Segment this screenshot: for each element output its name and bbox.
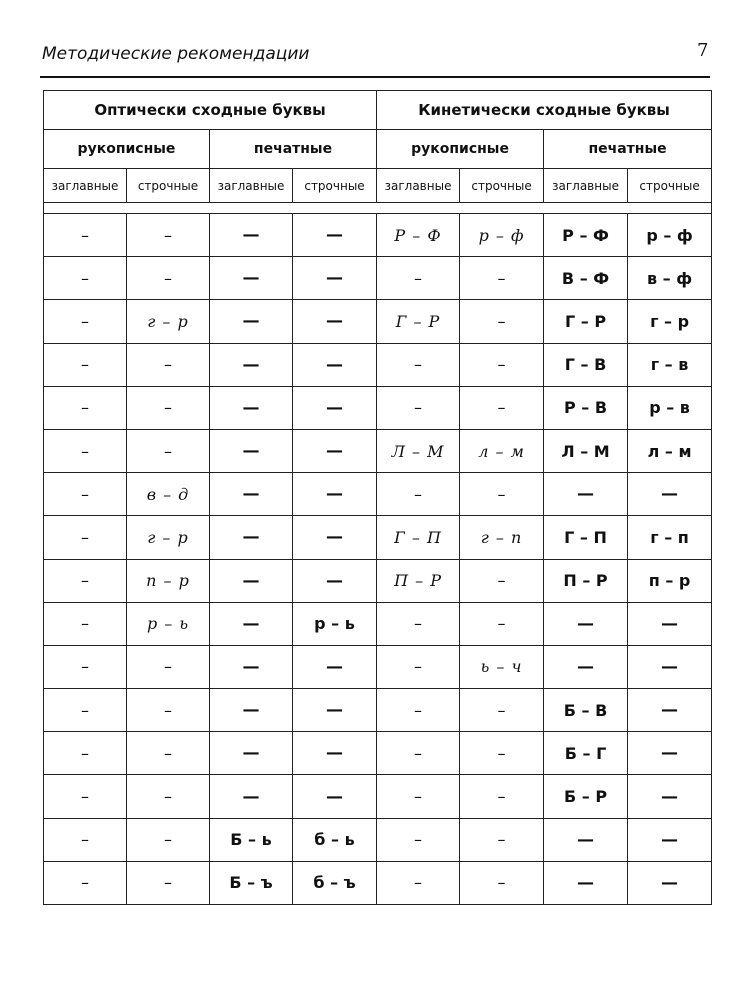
cell-optical-printed-lowercase: — [293, 775, 377, 818]
table-row [44, 818, 712, 861]
similar-letters-table [43, 90, 712, 905]
cell-optical-printed-uppercase: — [210, 559, 293, 602]
cell-optical-printed-lowercase: — [293, 257, 377, 300]
cell-optical-printed-lowercase: б – ъ [293, 861, 377, 904]
cell-kinetic-handwritten-uppercase: Г – Р [377, 300, 460, 343]
subgroup-header-printed: печатные [544, 130, 712, 169]
table-row [44, 645, 712, 688]
cell-optical-printed-lowercase: — [293, 516, 377, 559]
cell-kinetic-handwritten-uppercase: – [377, 818, 460, 861]
cell-kinetic-printed-uppercase: Р – В [544, 386, 628, 429]
cell-kinetic-printed-uppercase: Г – Р [544, 300, 628, 343]
cell-optical-printed-lowercase: — [293, 689, 377, 732]
cell-kinetic-printed-lowercase: п – р [628, 559, 712, 602]
cell-kinetic-printed-uppercase: Г – П [544, 516, 628, 559]
subgroup-header-handwritten: рукописные [44, 130, 210, 169]
cell-optical-handwritten-uppercase: – [44, 429, 127, 472]
cell-optical-handwritten-uppercase: – [44, 775, 127, 818]
cell-optical-printed-lowercase: — [293, 386, 377, 429]
cell-kinetic-handwritten-lowercase: л – м [460, 429, 544, 472]
table-row [44, 214, 712, 257]
cell-optical-printed-uppercase: Б – ъ [210, 861, 293, 904]
cell-optical-printed-uppercase: — [210, 473, 293, 516]
cell-kinetic-handwritten-uppercase: – [377, 473, 460, 516]
cell-optical-printed-uppercase: — [210, 689, 293, 732]
column-header-lowercase: строчные [127, 169, 210, 203]
cell-optical-handwritten-uppercase: – [44, 689, 127, 732]
cell-optical-printed-lowercase: — [293, 214, 377, 257]
table-row [44, 775, 712, 818]
header-rule [40, 76, 710, 78]
cell-kinetic-handwritten-lowercase: – [460, 818, 544, 861]
table-row [44, 473, 712, 516]
cell-optical-printed-lowercase: р – ь [293, 602, 377, 645]
cell-optical-handwritten-lowercase: – [127, 818, 210, 861]
cell-kinetic-printed-uppercase: — [544, 473, 628, 516]
header-gap-cell [44, 203, 712, 214]
cell-kinetic-printed-uppercase: — [544, 602, 628, 645]
cell-kinetic-handwritten-uppercase: – [377, 257, 460, 300]
cell-kinetic-handwritten-uppercase: – [377, 775, 460, 818]
cell-kinetic-printed-lowercase: р – ф [628, 214, 712, 257]
cell-optical-handwritten-lowercase: – [127, 257, 210, 300]
cell-kinetic-printed-lowercase: — [628, 861, 712, 904]
column-header-uppercase: заглавные [377, 169, 460, 203]
table-row [44, 386, 712, 429]
cell-optical-printed-lowercase: — [293, 645, 377, 688]
cell-kinetic-handwritten-uppercase: – [377, 861, 460, 904]
cell-kinetic-handwritten-uppercase: Л – М [377, 429, 460, 472]
cell-kinetic-handwritten-lowercase: – [460, 386, 544, 429]
cell-optical-handwritten-lowercase: – [127, 645, 210, 688]
cell-optical-handwritten-lowercase: – [127, 775, 210, 818]
running-header-title: Методические рекомендации [42, 44, 310, 64]
cell-kinetic-printed-uppercase: — [544, 818, 628, 861]
cell-optical-handwritten-lowercase: п – р [127, 559, 210, 602]
column-header-lowercase: строчные [628, 169, 712, 203]
cell-optical-printed-lowercase: — [293, 559, 377, 602]
column-header-uppercase: заглавные [44, 169, 127, 203]
cell-kinetic-printed-lowercase: г – р [628, 300, 712, 343]
cell-optical-printed-uppercase: — [210, 343, 293, 386]
cell-optical-printed-lowercase: — [293, 300, 377, 343]
cell-optical-printed-uppercase: Б – ь [210, 818, 293, 861]
cell-kinetic-handwritten-lowercase: – [460, 257, 544, 300]
column-header-lowercase: строчные [460, 169, 544, 203]
cell-kinetic-handwritten-lowercase: – [460, 775, 544, 818]
cell-optical-handwritten-uppercase: – [44, 645, 127, 688]
table-row [44, 429, 712, 472]
cell-optical-handwritten-lowercase: – [127, 689, 210, 732]
cell-optical-handwritten-uppercase: – [44, 473, 127, 516]
group-header-optical: Оптически сходные буквы [44, 91, 377, 130]
table-row [44, 343, 712, 386]
table-row [44, 689, 712, 732]
cell-kinetic-printed-uppercase: Г – В [544, 343, 628, 386]
table-row [44, 257, 712, 300]
cell-optical-printed-uppercase: — [210, 602, 293, 645]
table-body [44, 214, 712, 905]
column-header-lowercase: строчные [293, 169, 377, 203]
cell-optical-handwritten-uppercase: – [44, 861, 127, 904]
cell-optical-printed-uppercase: — [210, 214, 293, 257]
cell-kinetic-printed-uppercase: В – Ф [544, 257, 628, 300]
cell-kinetic-printed-uppercase: Л – М [544, 429, 628, 472]
cell-optical-handwritten-lowercase: г – р [127, 516, 210, 559]
cell-kinetic-handwritten-uppercase: – [377, 343, 460, 386]
cell-optical-printed-uppercase: — [210, 775, 293, 818]
cell-kinetic-handwritten-uppercase: Г – П [377, 516, 460, 559]
cell-optical-handwritten-lowercase: в – д [127, 473, 210, 516]
cell-optical-printed-lowercase: — [293, 473, 377, 516]
cell-optical-handwritten-lowercase: – [127, 861, 210, 904]
cell-optical-printed-uppercase: — [210, 645, 293, 688]
cell-kinetic-printed-lowercase: — [628, 602, 712, 645]
cell-kinetic-handwritten-lowercase: – [460, 732, 544, 775]
table-row [44, 516, 712, 559]
cell-kinetic-handwritten-lowercase: – [460, 602, 544, 645]
cell-kinetic-handwritten-lowercase: – [460, 473, 544, 516]
cell-kinetic-printed-lowercase: — [628, 732, 712, 775]
cell-kinetic-printed-uppercase: — [544, 861, 628, 904]
page-number: 7 [697, 40, 709, 61]
cell-optical-printed-lowercase: — [293, 429, 377, 472]
table-row [44, 861, 712, 904]
cell-optical-printed-lowercase: — [293, 732, 377, 775]
cell-kinetic-handwritten-lowercase: – [460, 300, 544, 343]
cell-optical-handwritten-lowercase: р – ь [127, 602, 210, 645]
group-header-kinetic: Кинетически сходные буквы [377, 91, 712, 130]
cell-optical-handwritten-lowercase: – [127, 214, 210, 257]
cell-optical-handwritten-uppercase: – [44, 300, 127, 343]
cell-kinetic-printed-uppercase: — [544, 645, 628, 688]
cell-optical-printed-lowercase: — [293, 343, 377, 386]
cell-kinetic-handwritten-lowercase: – [460, 689, 544, 732]
cell-kinetic-handwritten-lowercase: ь – ч [460, 645, 544, 688]
cell-optical-handwritten-uppercase: – [44, 559, 127, 602]
cell-optical-handwritten-uppercase: – [44, 257, 127, 300]
column-header-uppercase: заглавные [544, 169, 628, 203]
subgroup-header-handwritten: рукописные [377, 130, 544, 169]
cell-kinetic-handwritten-uppercase: П – Р [377, 559, 460, 602]
cell-optical-handwritten-lowercase: – [127, 429, 210, 472]
cell-optical-handwritten-lowercase: – [127, 386, 210, 429]
column-header-uppercase: заглавные [210, 169, 293, 203]
cell-kinetic-printed-uppercase: Р – Ф [544, 214, 628, 257]
cell-kinetic-handwritten-lowercase: – [460, 343, 544, 386]
cell-kinetic-printed-lowercase: л – м [628, 429, 712, 472]
cell-kinetic-handwritten-lowercase: г – п [460, 516, 544, 559]
cell-optical-handwritten-uppercase: – [44, 818, 127, 861]
cell-kinetic-printed-lowercase: г – п [628, 516, 712, 559]
cell-kinetic-printed-lowercase: — [628, 473, 712, 516]
cell-kinetic-handwritten-lowercase: – [460, 861, 544, 904]
cell-optical-printed-uppercase: — [210, 386, 293, 429]
cell-optical-handwritten-uppercase: – [44, 386, 127, 429]
cell-kinetic-printed-uppercase: Б – Р [544, 775, 628, 818]
cell-optical-printed-lowercase: б – ь [293, 818, 377, 861]
cell-kinetic-printed-lowercase: — [628, 689, 712, 732]
cell-optical-handwritten-uppercase: – [44, 732, 127, 775]
cell-optical-printed-uppercase: — [210, 257, 293, 300]
table-row [44, 300, 712, 343]
cell-kinetic-printed-uppercase: П – Р [544, 559, 628, 602]
subgroup-header-printed: печатные [210, 130, 377, 169]
cell-kinetic-handwritten-lowercase: – [460, 559, 544, 602]
cell-kinetic-handwritten-uppercase: – [377, 386, 460, 429]
cell-optical-printed-uppercase: — [210, 300, 293, 343]
cell-kinetic-printed-lowercase: — [628, 818, 712, 861]
cell-optical-printed-uppercase: — [210, 516, 293, 559]
cell-optical-handwritten-lowercase: – [127, 343, 210, 386]
cell-kinetic-handwritten-uppercase: Р – Ф [377, 214, 460, 257]
cell-kinetic-printed-lowercase: в – ф [628, 257, 712, 300]
cell-optical-handwritten-lowercase: г – р [127, 300, 210, 343]
header-gap [44, 203, 712, 214]
table-row [44, 559, 712, 602]
table-row [44, 732, 712, 775]
cell-kinetic-printed-lowercase: г – в [628, 343, 712, 386]
table-row [44, 602, 712, 645]
cell-optical-handwritten-uppercase: – [44, 516, 127, 559]
cell-kinetic-handwritten-uppercase: – [377, 689, 460, 732]
cell-optical-handwritten-lowercase: – [127, 732, 210, 775]
cell-optical-handwritten-uppercase: – [44, 214, 127, 257]
cell-kinetic-handwritten-lowercase: р – ф [460, 214, 544, 257]
cell-kinetic-printed-lowercase: р – в [628, 386, 712, 429]
cell-kinetic-printed-lowercase: — [628, 775, 712, 818]
cell-kinetic-handwritten-uppercase: – [377, 645, 460, 688]
cell-optical-handwritten-uppercase: – [44, 602, 127, 645]
cell-kinetic-printed-uppercase: Б – Г [544, 732, 628, 775]
cell-optical-printed-uppercase: — [210, 429, 293, 472]
cell-kinetic-handwritten-uppercase: – [377, 602, 460, 645]
cell-optical-handwritten-uppercase: – [44, 343, 127, 386]
cell-kinetic-printed-lowercase: — [628, 645, 712, 688]
cell-optical-printed-uppercase: — [210, 732, 293, 775]
cell-kinetic-handwritten-uppercase: – [377, 732, 460, 775]
cell-kinetic-printed-uppercase: Б – В [544, 689, 628, 732]
